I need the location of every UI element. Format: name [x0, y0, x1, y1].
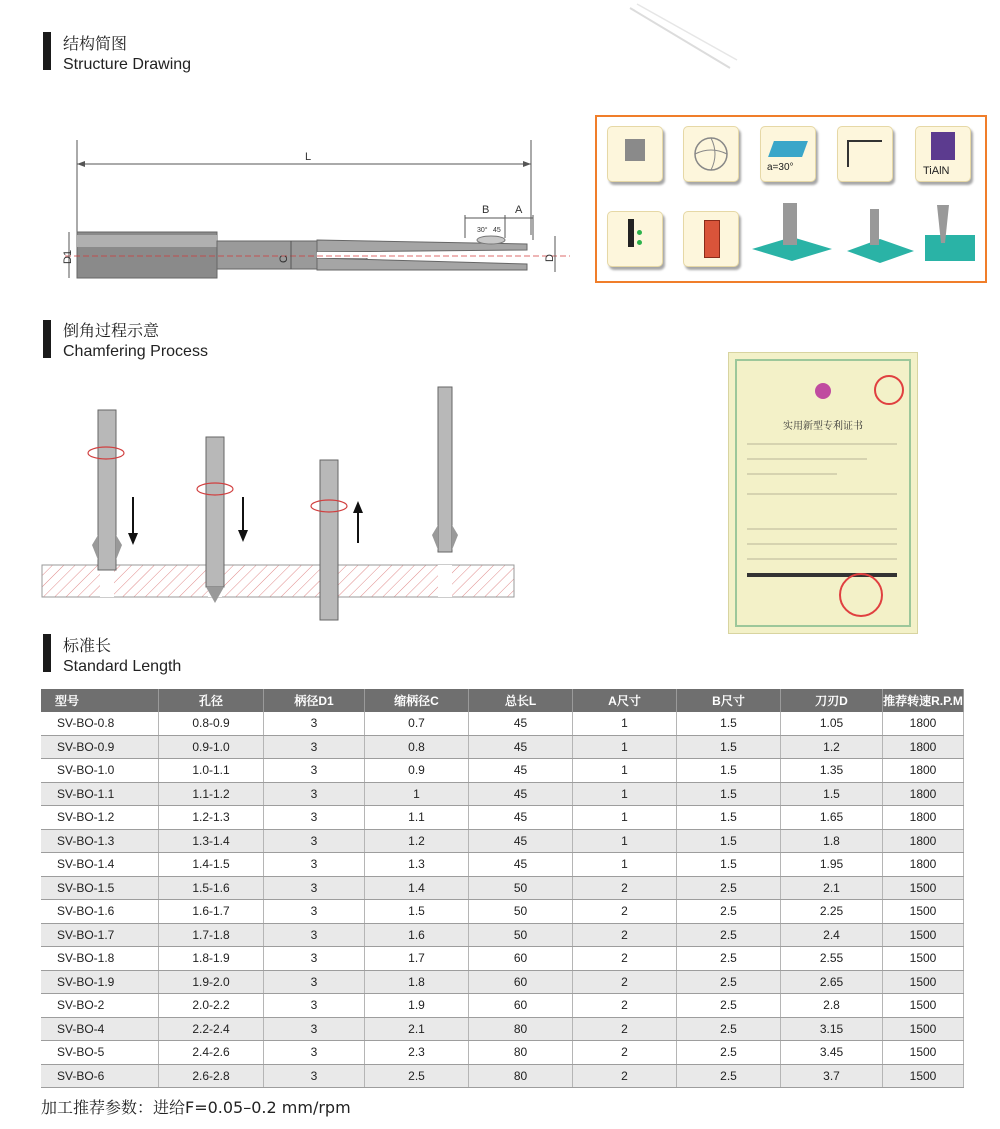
table-cell: 45 [469, 853, 573, 877]
table-cell: 0.9-1.0 [159, 735, 264, 759]
table-cell: 50 [469, 923, 573, 947]
table-cell: SV-BO-1.2 [41, 806, 159, 830]
table-cell: 1.5-1.6 [159, 876, 264, 900]
chamfer-process-diagram [40, 385, 520, 625]
table-cell: 2.5 [677, 1064, 781, 1088]
table-cell: 2.1 [781, 876, 883, 900]
table-cell: 1 [573, 759, 677, 783]
application-icon-1 [747, 199, 837, 271]
table-row [41, 712, 964, 735]
table-cell: SV-BO-1.9 [41, 970, 159, 994]
table-cell: 2 [573, 947, 677, 971]
decorative-swoosh [625, 0, 745, 80]
flute-icon [683, 126, 739, 182]
table-cell: 1.5 [677, 759, 781, 783]
table-row [41, 876, 964, 900]
table-cell: 45 [469, 712, 573, 735]
table-cell: 1.1 [365, 806, 469, 830]
table-cell: 1500 [883, 1041, 964, 1065]
column-header: 推荐转速R.P.M [883, 689, 964, 712]
table-cell: 1.95 [781, 853, 883, 877]
table-cell: 45 [469, 829, 573, 853]
dim-label-B: B [482, 204, 490, 216]
table-cell: 1.9-2.0 [159, 970, 264, 994]
table-cell: 3 [264, 782, 365, 806]
table-cell: 3 [264, 994, 365, 1018]
helix-angle-label: a=30° [767, 162, 794, 173]
section-title-cn: 结构简图 [63, 34, 128, 53]
table-row [41, 1041, 964, 1065]
structure-drawing [55, 140, 585, 290]
section-title-en: Chamfering Process [63, 343, 208, 360]
table-cell: 50 [469, 900, 573, 924]
table-cell: 1800 [883, 712, 964, 735]
table-cell: 1.5 [677, 735, 781, 759]
table-cell: 3 [264, 1017, 365, 1041]
table-cell: 2 [573, 970, 677, 994]
table-cell: 2 [573, 1064, 677, 1088]
table-cell: 1800 [883, 829, 964, 853]
coolant-icon [607, 211, 663, 267]
dim-label-angle2: 45 [493, 227, 501, 234]
certificate-title: 实用新型专利证书 [783, 421, 863, 432]
table-cell: 2.2-2.4 [159, 1017, 264, 1041]
table-cell: 60 [469, 994, 573, 1018]
table-cell: 45 [469, 806, 573, 830]
table-cell: 0.8 [365, 735, 469, 759]
column-header: 总长L [469, 689, 573, 712]
dim-label-L: L [305, 151, 312, 163]
table-row [41, 735, 964, 759]
column-header: 孔径 [159, 689, 264, 712]
table-cell: 80 [469, 1041, 573, 1065]
table-cell: SV-BO-4 [41, 1017, 159, 1041]
table-cell: 45 [469, 735, 573, 759]
table-cell: 50 [469, 876, 573, 900]
table-row [41, 947, 964, 971]
table-row [41, 994, 964, 1018]
table-row [41, 923, 964, 947]
coating-label: TiAlN [923, 165, 950, 177]
column-header: A尺寸 [573, 689, 677, 712]
table-cell: 0.8-0.9 [159, 712, 264, 735]
table-cell: 1 [573, 735, 677, 759]
table-cell: 2.4-2.6 [159, 1041, 264, 1065]
table-cell: 1.5 [677, 712, 781, 735]
dim-label-angle1: 30° [477, 227, 488, 234]
table-cell: 3 [264, 947, 365, 971]
table-cell: 1 [573, 782, 677, 806]
table-cell: SV-BO-1.1 [41, 782, 159, 806]
table-cell: 2.4 [781, 923, 883, 947]
table-cell: 2.5 [677, 923, 781, 947]
table-cell: 3.45 [781, 1041, 883, 1065]
table-cell: 1 [365, 782, 469, 806]
table-cell: 1500 [883, 947, 964, 971]
table-cell: SV-BO-2 [41, 994, 159, 1018]
section-title-en: Structure Drawing [63, 56, 192, 73]
column-header: 柄径D1 [264, 689, 365, 712]
table-cell: 3 [264, 712, 365, 735]
table-cell: 2.25 [781, 900, 883, 924]
table-cell: 1800 [883, 735, 964, 759]
table-cell: 1.5 [677, 782, 781, 806]
table-cell: 2.5 [677, 1041, 781, 1065]
table-cell: 1.7 [365, 947, 469, 971]
table-cell: 2.65 [781, 970, 883, 994]
dim-label-C: C [278, 255, 290, 263]
table-cell: 0.7 [365, 712, 469, 735]
table-cell: 1500 [883, 900, 964, 924]
section-marker [43, 634, 51, 672]
table-cell: 1500 [883, 1064, 964, 1088]
table-cell: 1.7-1.8 [159, 923, 264, 947]
table-cell: 1.0-1.1 [159, 759, 264, 783]
table-row [41, 782, 964, 806]
table-cell: 1.2 [365, 829, 469, 853]
table-cell: 80 [469, 1017, 573, 1041]
table-cell: 1.4-1.5 [159, 853, 264, 877]
column-header: 型号 [41, 689, 159, 712]
table-cell: 2 [573, 923, 677, 947]
table-cell: 3 [264, 876, 365, 900]
table-cell: 1 [573, 853, 677, 877]
table-cell: 2.5 [677, 970, 781, 994]
table-cell: 2.5 [677, 876, 781, 900]
table-cell: 45 [469, 759, 573, 783]
table-cell: 1.5 [677, 806, 781, 830]
table-cell: 2.6-2.8 [159, 1064, 264, 1088]
table-cell: 60 [469, 947, 573, 971]
column-header: 刀刃D [781, 689, 883, 712]
table-cell: 1500 [883, 876, 964, 900]
table-cell: SV-BO-5 [41, 1041, 159, 1065]
patent-certificate [728, 352, 918, 634]
table-cell: 1 [573, 829, 677, 853]
material-icon [607, 126, 663, 182]
table-cell: 1500 [883, 994, 964, 1018]
feature-icons-panel [595, 115, 987, 283]
application-icon-3 [917, 199, 983, 271]
section-title-cn: 倒角过程示意 [63, 321, 160, 340]
carbide-icon [683, 211, 739, 267]
table-row [41, 806, 964, 830]
machining-note: 加工推荐参数：进给F=0.05–0.2 mm/rpm [41, 1098, 351, 1117]
certificate-seal [839, 573, 883, 617]
table-cell: 3 [264, 923, 365, 947]
table-cell: 2 [573, 900, 677, 924]
column-header: B尺寸 [677, 689, 781, 712]
table-cell: 3 [264, 759, 365, 783]
table-cell: 2.3 [365, 1041, 469, 1065]
table-row [41, 1064, 964, 1088]
table-cell: SV-BO-1.3 [41, 829, 159, 853]
table-cell: 1.1-1.2 [159, 782, 264, 806]
table-cell: 1.5 [365, 900, 469, 924]
table-cell: 1 [573, 806, 677, 830]
table-cell: 3.15 [781, 1017, 883, 1041]
table-cell: 45 [469, 782, 573, 806]
table-cell: SV-BO-1.6 [41, 900, 159, 924]
table-cell: 3 [264, 806, 365, 830]
table-cell: 1 [573, 712, 677, 735]
table-cell: 2 [573, 1041, 677, 1065]
table-cell: 1.8 [781, 829, 883, 853]
table-cell: 2.8 [781, 994, 883, 1018]
table-cell: 1800 [883, 806, 964, 830]
table-cell: 1500 [883, 970, 964, 994]
table-cell: SV-BO-1.0 [41, 759, 159, 783]
table-cell: SV-BO-1.4 [41, 853, 159, 877]
dim-label-D1: D1 [62, 249, 74, 264]
dim-label-D: D [544, 254, 556, 262]
table-cell: 1500 [883, 923, 964, 947]
table-row [41, 900, 964, 924]
table-cell: 3 [264, 1041, 365, 1065]
table-cell: 1.05 [781, 712, 883, 735]
table-cell: SV-BO-6 [41, 1064, 159, 1088]
table-cell: 1800 [883, 759, 964, 783]
table-cell: 1.5 [677, 853, 781, 877]
table-cell: 2.5 [365, 1064, 469, 1088]
table-cell: 1.2 [781, 735, 883, 759]
table-cell: 1.8-1.9 [159, 947, 264, 971]
table-cell: SV-BO-0.8 [41, 712, 159, 735]
table-cell: 1.4 [365, 876, 469, 900]
table-cell: 3 [264, 970, 365, 994]
table-cell: 1.8 [365, 970, 469, 994]
table-cell: 2.5 [677, 947, 781, 971]
table-cell: 2.0-2.2 [159, 994, 264, 1018]
section-marker [43, 320, 51, 358]
table-cell: 1.35 [781, 759, 883, 783]
table-row [41, 829, 964, 853]
table-cell: 3 [264, 900, 365, 924]
table-cell: 1.65 [781, 806, 883, 830]
table-cell: 1.3 [365, 853, 469, 877]
table-cell: 2.55 [781, 947, 883, 971]
helix-angle-icon [760, 126, 816, 182]
table-cell: 3.7 [781, 1064, 883, 1088]
table-header-row [41, 689, 964, 712]
spec-table [41, 689, 964, 1088]
section-title-cn: 标准长 [63, 636, 112, 655]
table-cell: 3 [264, 853, 365, 877]
dim-label-A: A [515, 204, 523, 216]
table-cell: 1.6-1.7 [159, 900, 264, 924]
table-cell: 1800 [883, 782, 964, 806]
table-cell: 1.3-1.4 [159, 829, 264, 853]
table-cell: 3 [264, 1064, 365, 1088]
section-marker [43, 32, 51, 70]
column-header: 缩柄径C [365, 689, 469, 712]
table-cell: 1.5 [677, 829, 781, 853]
table-cell: 1.2-1.3 [159, 806, 264, 830]
table-cell: 2.5 [677, 1017, 781, 1041]
coating-icon [915, 126, 971, 182]
table-row [41, 970, 964, 994]
table-cell: 2 [573, 876, 677, 900]
table-row [41, 853, 964, 877]
table-cell: 2.5 [677, 900, 781, 924]
table-cell: 3 [264, 735, 365, 759]
square-end-icon [837, 126, 893, 182]
table-cell: 80 [469, 1064, 573, 1088]
table-cell: SV-BO-1.5 [41, 876, 159, 900]
table-cell: 1500 [883, 1017, 964, 1041]
table-cell: SV-BO-1.8 [41, 947, 159, 971]
table-cell: SV-BO-0.9 [41, 735, 159, 759]
section-title-en: Standard Length [63, 658, 182, 675]
table-cell: 60 [469, 970, 573, 994]
table-cell: 2.5 [677, 994, 781, 1018]
table-row [41, 1017, 964, 1041]
table-cell: 0.9 [365, 759, 469, 783]
table-cell: 1.9 [365, 994, 469, 1018]
table-cell: 2 [573, 994, 677, 1018]
application-icon-2 [842, 199, 917, 271]
table-cell: 3 [264, 829, 365, 853]
table-cell: 1.5 [781, 782, 883, 806]
table-row [41, 759, 964, 783]
table-cell: SV-BO-1.7 [41, 923, 159, 947]
table-cell: 2 [573, 1017, 677, 1041]
table-cell: 2.1 [365, 1017, 469, 1041]
table-cell: 1.6 [365, 923, 469, 947]
table-cell: 1800 [883, 853, 964, 877]
